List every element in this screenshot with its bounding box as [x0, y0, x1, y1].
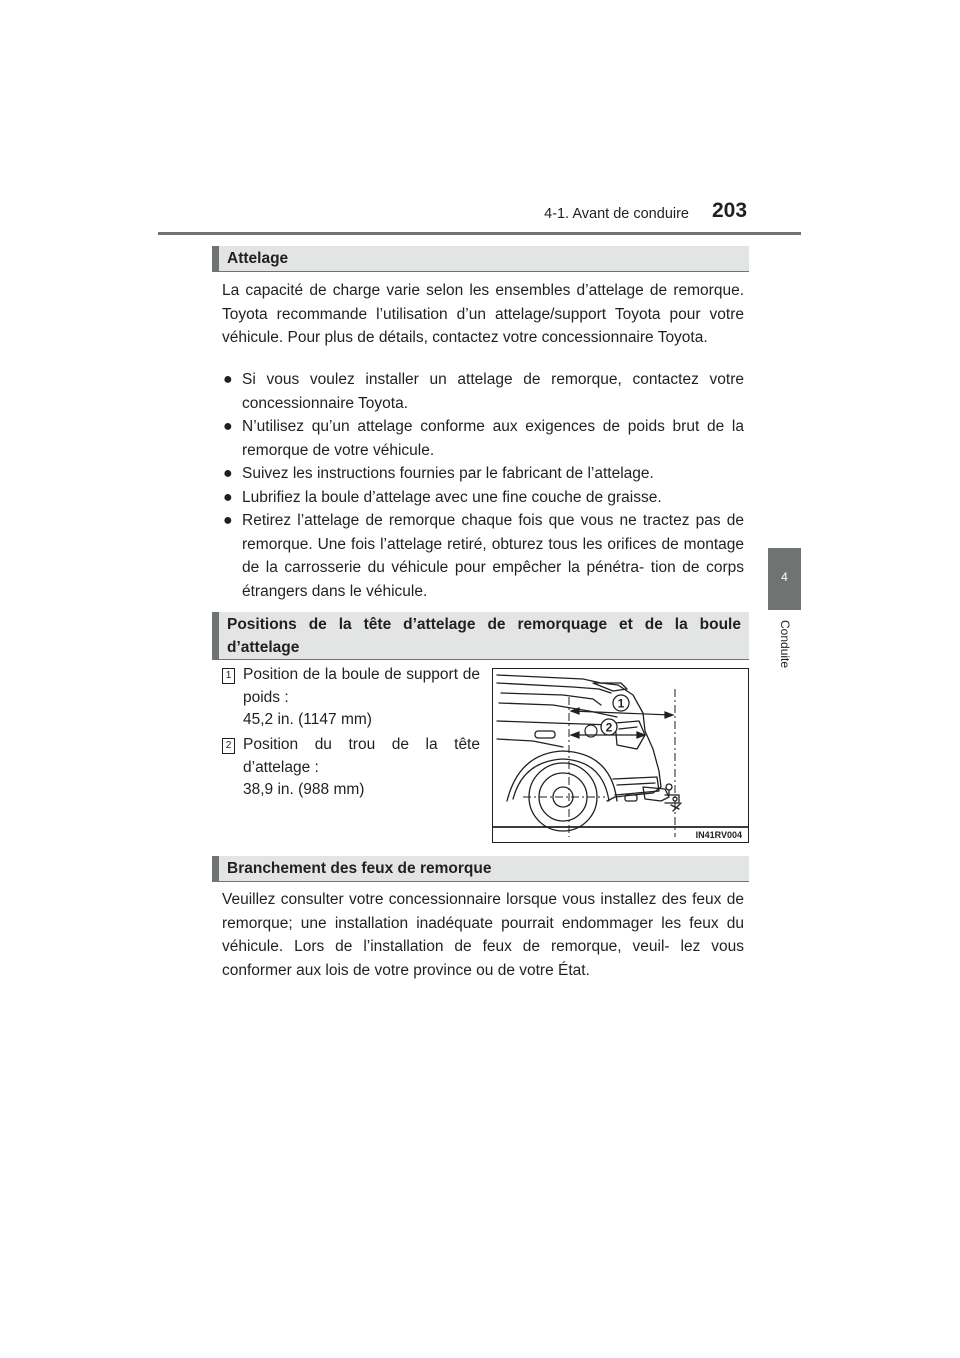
- figure-callout-2: 2: [605, 720, 613, 735]
- position-item-value: 38,9 in. (988 mm): [243, 781, 365, 798]
- position-item-label: Position de la boule de support de poids :: [243, 666, 480, 706]
- position-item-2: [243, 734, 480, 802]
- bullet-icon: ●: [223, 465, 233, 482]
- attelage-bullet: [222, 509, 744, 603]
- bullet-text: Suivez les instructions fournies par le fabricant de l’attelage.: [242, 465, 654, 482]
- attelage-bullet: [222, 462, 744, 486]
- header-rule: [158, 232, 801, 235]
- bullet-text: N’utilisez qu’un attelage conforme aux exigences de poids brut de la remorque de votre véhicule.: [242, 418, 744, 459]
- section-title-attelage: Attelage: [212, 246, 749, 272]
- figure-code: IN41RV004: [695, 830, 742, 840]
- hitch-position-figure: [492, 668, 749, 843]
- item-number-badge: 1: [222, 668, 235, 684]
- chapter-label: Conduite: [778, 620, 792, 669]
- bullet-text: Lubrifiez la boule d’attelage avec une fine couche de graisse.: [242, 489, 662, 506]
- chapter-number: 4: [781, 570, 788, 584]
- page-number: 203: [712, 199, 748, 222]
- position-item-value: 45,2 in. (1147 mm): [243, 711, 372, 728]
- attelage-bullet: [222, 368, 744, 415]
- attelage-bullet: [222, 486, 744, 510]
- position-item-label: Position du trou de la tête d’attelage :: [243, 736, 480, 776]
- section-title-positions: Positions de la tête d’attelage de remorquage et de la boule d’attelage: [212, 612, 749, 660]
- position-item-1: [243, 664, 480, 732]
- figure-callout-1: 1: [617, 696, 625, 711]
- header-section-title: 4-1. Avant de conduire: [544, 206, 689, 222]
- bullet-text: Retirez l’attelage de remorque chaque fois que vous ne tractez pas de remorque. Une fois l’attelage retiré, obturez tous les orifices de montage de la carrosserie du véhicule pour empêcher la pénétra- tion de corps étrangers dans le véhicule.: [242, 512, 744, 600]
- bullet-icon: ●: [223, 512, 233, 529]
- branchement-text: Veuillez consulter votre concessionnaire lorsque vous installez des feux de remorque; une installation inadéquate pourrait endommager les feux du véhicule. Lors de l’installation de feux de remorque, veuil- lez vous conformer aux lois de votre province ou de votre État.: [222, 891, 744, 979]
- section-title-branchement: Branchement des feux de remorque: [212, 856, 749, 882]
- item-number-badge: 2: [222, 738, 235, 754]
- bullet-icon: ●: [223, 418, 233, 435]
- bullet-text: Si vous voulez installer un attelage de remorque, contactez votre concessionnaire Toyota.: [242, 371, 744, 412]
- vehicle-rear-illustration: [493, 669, 749, 843]
- attelage-intro: La capacité de charge varie selon les ensembles d’attelage de remorque. Toyota recommande l’utilisation d’un attelage/support Toyota pour votre véhicule. Pour plus de détails, contactez votre concessionnaire Toyota.: [222, 282, 744, 346]
- bullet-icon: ●: [223, 371, 233, 388]
- attelage-bullet: [222, 415, 744, 462]
- bullet-icon: ●: [223, 489, 233, 506]
